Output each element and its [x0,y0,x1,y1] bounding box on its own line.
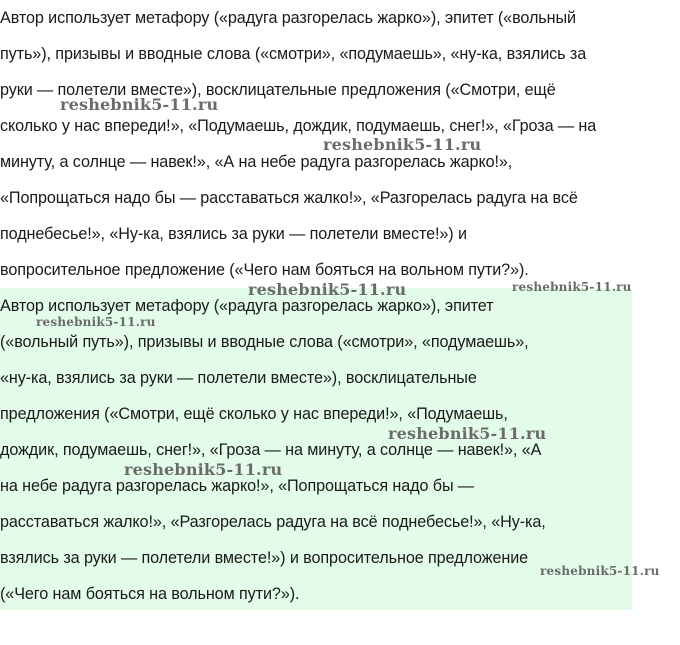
watermark: reshebnik5-11.ru [36,315,156,329]
watermark: reshebnik5-11.ru [124,460,283,479]
watermark: reshebnik5-11.ru [323,135,482,154]
text-line: Автор использует метафору («радуга разгорелась жарко»), эпитет [0,297,494,315]
text-line: вопросительное предложение («Чего нам бояться на вольном пути?»). [0,261,529,279]
text-line: («вольный путь»), призывы и вводные слова («смотри», «подумаешь», [0,333,529,351]
watermark: reshebnik5-11.ru [248,280,407,299]
text-line: («Чего нам бояться на вольном пути?»). [0,585,300,603]
text-line: сколько у нас впереди!», «Подумаешь, дождик, подумаешь, снег!», «Гроза — на [0,117,597,135]
watermark: reshebnik5-11.ru [388,424,547,443]
text-line: «ну-ка, взялись за руки — полетели вместе»), восклицательные [0,369,477,387]
text-line: взялись за руки — полетели вместе!») и вопросительное предложение [0,549,529,567]
text-line: «Попрощаться надо бы — расставаться жалко!», «Разгорелась радуга на всё [0,189,578,207]
watermark: reshebnik5-11.ru [540,564,660,578]
text-line: минуту, а солнце — навек!», «А на небе радуга разгорелась жарко!», [0,153,513,171]
text-line: руки — полетели вместе»), восклицательные предложения («Смотри, ещё [0,81,556,99]
text-line: предложения («Смотри, ещё сколько у нас впереди!», «Подумаешь, [0,405,508,423]
watermark: reshebnik5-11.ru [60,95,219,114]
text-line: дождик, подумаешь, снег!», «Гроза — на минуту, а солнце — навек!», «А [0,441,542,459]
watermark: reshebnik5-11.ru [512,280,632,294]
text-line: Автор использует метафору («радуга разгорелась жарко»), эпитет («вольный [0,9,576,27]
text-line: на небе радуга разгорелась жарко!», «Попрощаться надо бы — [0,477,474,495]
text-line: путь»), призывы и вводные слова («смотри», «подумаешь», «ну-ка, взялись за [0,45,587,63]
text-line: расставаться жалко!», «Разгорелась радуга на всё поднебесье!», «Ну-ка, [0,513,546,531]
text-line: поднебесье!», «Ну-ка, взялись за руки — полетели вместе!») и [0,225,467,243]
answer-paragraph-highlighted [0,288,632,610]
